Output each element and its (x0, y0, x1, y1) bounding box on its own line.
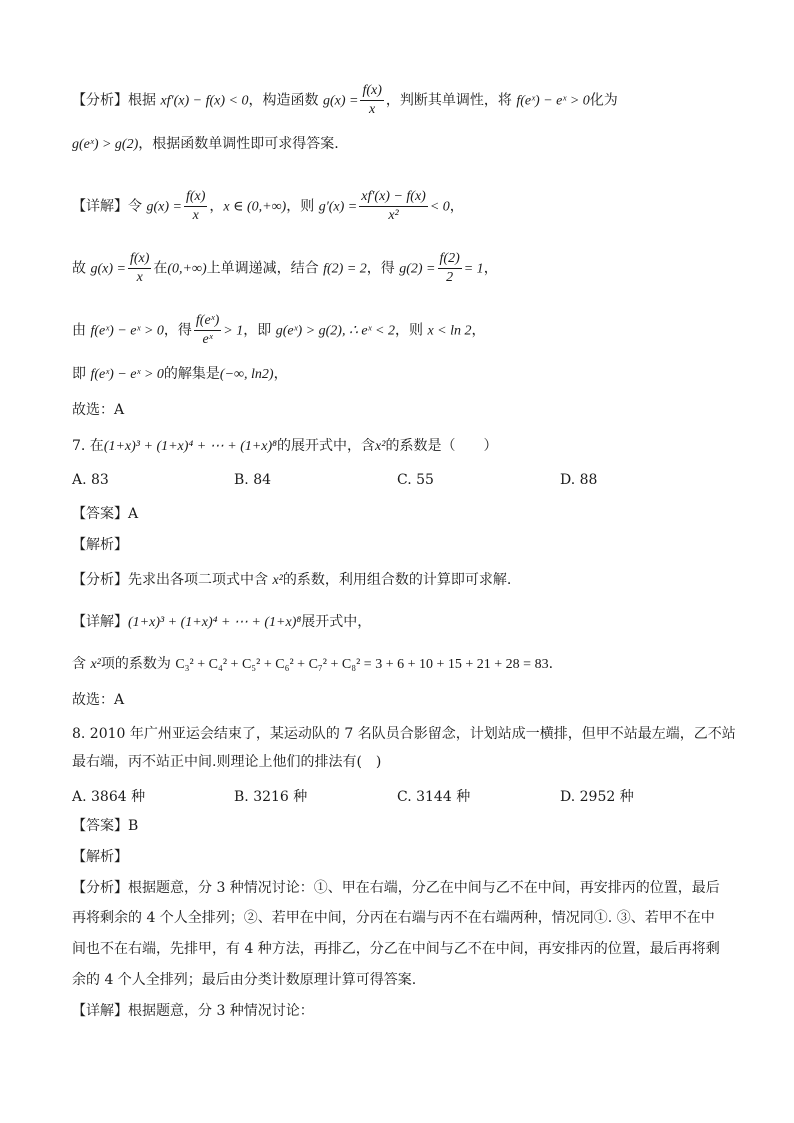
formula: x < ln 2 (427, 323, 472, 339)
detail-line-2 (72, 250, 734, 287)
formula: x ∈ (0,+∞) (223, 199, 287, 215)
formula: = 1 (463, 261, 484, 277)
detail-7-line-2 (72, 654, 734, 675)
fraction (184, 188, 207, 225)
numerator: f(x) (184, 188, 207, 207)
formula: x² (375, 439, 386, 454)
text: 由 (72, 322, 91, 339)
selection-7: 故选：A (72, 692, 125, 708)
formula: > 1 (223, 323, 244, 339)
fraction (438, 250, 462, 287)
text: ，判断其单调性，将 (385, 92, 517, 109)
denominator: x (369, 102, 376, 117)
detail-line-4 (72, 364, 734, 385)
formula: f(eˣ) − eˣ > 0 (90, 367, 164, 382)
choice-7d: D. 88 (560, 472, 598, 488)
numerator: f(x) (360, 82, 383, 101)
answer-8: 【答案】B (72, 818, 139, 834)
detail-line-1 (72, 188, 734, 225)
numerator: f(x) (128, 250, 151, 269)
text: ，则 (286, 198, 319, 215)
denominator: x² (388, 208, 399, 223)
analysis-line-2 (72, 134, 734, 155)
formula: (1+x)³ + (1+x)⁴ + ⋯ + (1+x)⁸ (128, 615, 302, 630)
analysis-8-line-4: 余的 4 个人全排列；最后由分类计数原理计算可得答案. (72, 972, 417, 988)
choice-8c: C. 3144 种 (397, 789, 471, 805)
text: 的展开式中，含 (277, 438, 376, 454)
formula: g(eˣ) > g(2), ∴ eˣ < 2 (275, 323, 395, 339)
denominator: eˣ (202, 332, 213, 347)
formula: g(x) = (322, 93, 359, 109)
formula: g(x) = (90, 261, 126, 277)
formula: (−∞, ln2) (219, 367, 274, 382)
formula: x² (272, 573, 283, 588)
formula: (1+x)³ + (1+x)⁴ + ⋯ + (1+x)⁸ (103, 439, 278, 454)
text: 化为 (589, 92, 618, 109)
detail-8: 【详解】根据题意，分 3 种情况讨论： (72, 1003, 314, 1019)
question-8-line-1: 8. 2010 年广州亚运会结束了，某运动队的 7 名队员合影留念，计划站成一横排，但甲不站最左端，乙不站 (72, 726, 736, 742)
formula: < 0 (429, 199, 450, 215)
formula: g(2) = (399, 261, 436, 277)
text: ，得 (163, 322, 192, 339)
text: ，构造函数 (248, 92, 323, 109)
analysis-7 (72, 570, 734, 591)
text: ，得 (366, 260, 400, 277)
text: ，根据函数单调性即可求得答案. (138, 136, 339, 152)
text: 的系数，利用组合数的计算即可求解. (282, 572, 512, 588)
analysis-8-line-1: 【分析】根据题意，分 3 种情况讨论：①、甲在右端，分乙在中间与乙不在中间，再安排丙的位置，最后 (72, 880, 720, 896)
formula: f(eˣ) − eˣ > 0 (516, 93, 590, 109)
text: 【分析】根据 (72, 92, 161, 109)
text: . (548, 656, 554, 672)
denominator: 2 (446, 270, 454, 285)
fraction (360, 82, 383, 119)
detail-line-3 (72, 312, 734, 349)
formula: f(2) = 2 (323, 261, 367, 277)
answer-7: 【答案】A (72, 506, 139, 522)
text: ， (273, 366, 288, 382)
formula: g′(x) = (318, 199, 358, 215)
text: ，即 (243, 322, 276, 339)
selection-6: 故选：A (72, 402, 125, 418)
choice-7b: B. 84 (234, 472, 272, 488)
fraction (194, 312, 221, 349)
formula: g(eˣ) > g(2) (72, 137, 139, 152)
fraction (128, 250, 151, 287)
text: 故 (72, 260, 91, 277)
choice-8b: B. 3216 种 (234, 789, 308, 805)
choice-7a: A. 83 (72, 472, 109, 488)
text: 展开式中， (301, 614, 372, 630)
question-7 (72, 436, 734, 457)
denominator: x (136, 270, 143, 285)
detail-7-line-1 (72, 612, 734, 633)
text: 的系数是（ ） (385, 438, 498, 454)
choice-8d: D. 2952 种 (560, 789, 634, 805)
choice-7c: C. 55 (397, 472, 434, 488)
explanation-heading-7: 【解析】 (72, 537, 128, 553)
analysis-line-1 (72, 82, 734, 119)
question-8-line-2: 最右端，丙不站正中间.则理论上他们的排法有( ) (72, 754, 382, 770)
text: ， (483, 260, 498, 277)
formula: (0,+∞) (167, 261, 207, 277)
formula: f(eˣ) − eˣ > 0 (90, 323, 164, 339)
numerator: f(eˣ) (194, 312, 221, 331)
text: ， (449, 198, 464, 215)
text: 即 (72, 366, 91, 382)
text: 在 (153, 260, 168, 277)
numerator: xf′(x) − f(x) (359, 188, 428, 207)
text: 【详解】令 (72, 198, 147, 215)
analysis-8-line-3: 间也不在右端，先排甲，有 4 种方法，再排乙，分乙在中间与乙不在中间，再安排丙的位置，最后再将剩 (72, 941, 720, 957)
text: 上单调递减，结合 (206, 260, 324, 277)
text: 含 (72, 656, 91, 672)
text: 7. 在 (72, 438, 104, 454)
fraction (359, 188, 428, 225)
text: 【分析】先求出各项二项式中含 (72, 572, 273, 588)
explanation-heading-8: 【解析】 (72, 849, 128, 865)
denominator: x (192, 208, 199, 223)
formula: C₃² + C₄² + C₅² + C₆² + C₇² + C₈² = 3 + 6 + 10 + 15 + 21 + 28 = 83 (175, 657, 549, 672)
text: 项的系数为 (100, 656, 176, 672)
formula: g(x) = (146, 199, 182, 215)
text: ，则 (394, 322, 428, 339)
text: 【详解】 (72, 614, 128, 630)
text: ， (471, 322, 486, 339)
text: 的解集是 (163, 366, 220, 382)
analysis-8-line-2: 再将剩余的 4 个人全排列；②、若甲在中间，分丙在右端与丙不在右端两种，情况同①. ③、若甲不在中 (72, 910, 715, 926)
formula: xf′(x) − f(x) < 0 (160, 93, 249, 109)
text: ， (209, 198, 224, 215)
choice-8a: A. 3864 种 (72, 789, 146, 805)
numerator: f(2) (438, 250, 462, 269)
formula: x² (90, 657, 101, 672)
